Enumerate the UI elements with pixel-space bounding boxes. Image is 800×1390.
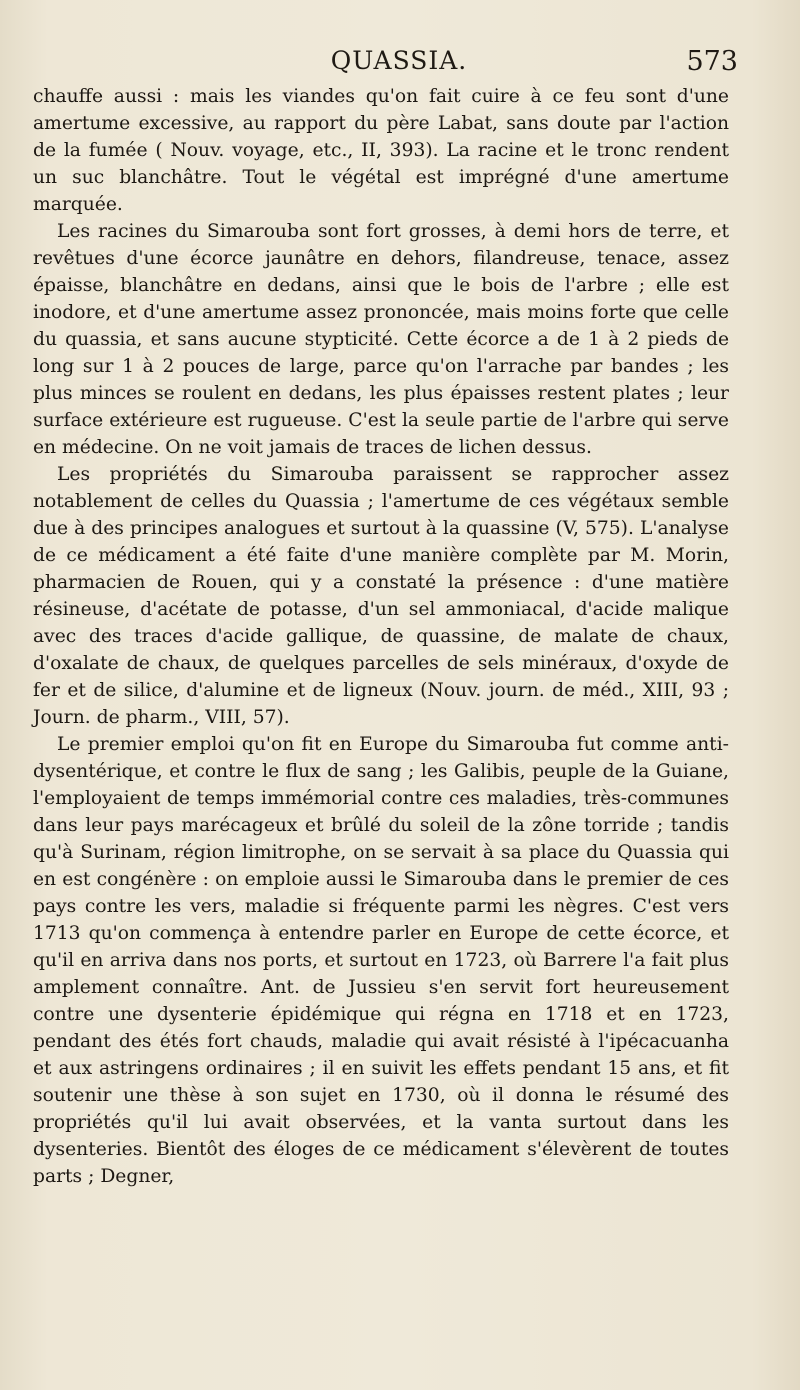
paragraph-2: Les racines du Simarouba sont fort grosses, à demi hors de terre, et revêtues d'une écorce jaunâtre en dehors, filandreuse, tenace, assez épaisse, blanchâtre en dedans, ainsi que le bois de l'arbre ; elle est inodore, et d'une amertume assez prononcée, mais moins forte que celle du quassia, et sans aucune stypticité. Cette écorce a de 1 à 2 pieds de long sur 1 à 2 pouces de large, parce qu'on l'arrache par bandes ; les plus minces se roulent en dedans, les plus épaisses restent plates ; leur surface extérieure est rugueuse. C'est la seule partie de l'arbre qui serve en médecine. On ne voit jamais de traces de lichen dessus. bbox=[33, 221, 729, 458]
body-text bbox=[33, 83, 729, 1190]
paragraph-3: Les propriétés du Simarouba paraissent se rapprocher assez notablement de celles du Quassia ; l'amertume de ces végétaux semble due à des principes analogues et surtout à la quassine (V, 575). L'analyse de ce médicament a été faite d'une manière complète par M. Morin, pharmacien de Rouen, qui y a constaté la présence : d'une matière résineuse, d'acétate de potasse, d'un sel ammoniacal, d'acide malique avec des traces d'acide gallique, de quassine, de malate de chaux, d'oxalate de chaux, de quelques parcelles de sels minéraux, d'oxyde de fer et de silice, d'alumine et de ligneux (Nouv. journ. de méd., XIII, 93 ; Journ. de pharm., VIII, 57). bbox=[33, 464, 729, 728]
running-title: QUASSIA. bbox=[330, 46, 468, 75]
paragraph-1: chauffe aussi : mais les viandes qu'on fait cuire à ce feu sont d'une amertume excessive, au rapport du père Labat, sans doute par l'action de la fumée ( Nouv. voyage, etc., II, 393). La racine et le tronc rendent un suc blanchâtre. Tout le végétal est imprégné d'une amertume marquée. bbox=[33, 86, 729, 215]
page-number: 573 bbox=[686, 46, 738, 77]
page-header bbox=[58, 44, 740, 84]
paragraph-4: Le premier emploi qu'on fit en Europe du Simarouba fut comme anti-dysentérique, et contre le flux de sang ; les Galibis, peuple de la Guiane, l'employaient de temps immémorial contre ces maladies, très-communes dans leur pays marécageux et brûlé du soleil de la zône torride ; tandis qu'à Surinam, région limitrophe, on se servait à sa place du Quassia qui en est congénère : on emploie aussi le Simarouba dans le premier de ces pays contre les vers, maladie si fréquente parmi les nègres. C'est vers 1713 qu'on commença à entendre parler en Europe de cette écorce, et qu'il en arriva dans nos ports, et surtout en 1723, où Barrere l'a fait plus amplement connaître. Ant. de Jussieu s'en servit fort heureusement contre une dysenterie épidémique qui régna en 1718 et en 1723, pendant des étés fort chauds, maladie qui avait résisté à l'ipécacuanha et aux astringens ordinaires ; il en suivit les effets pendant 15 ans, et fit soutenir une thèse à son sujet en 1730, où il donna le résumé des propriétés qu'il lui avait observées, et la vanta surtout dans les dysenteries. Bientôt des éloges de ce médicament s'élevèrent de toutes parts ; Degner, bbox=[33, 734, 729, 1187]
